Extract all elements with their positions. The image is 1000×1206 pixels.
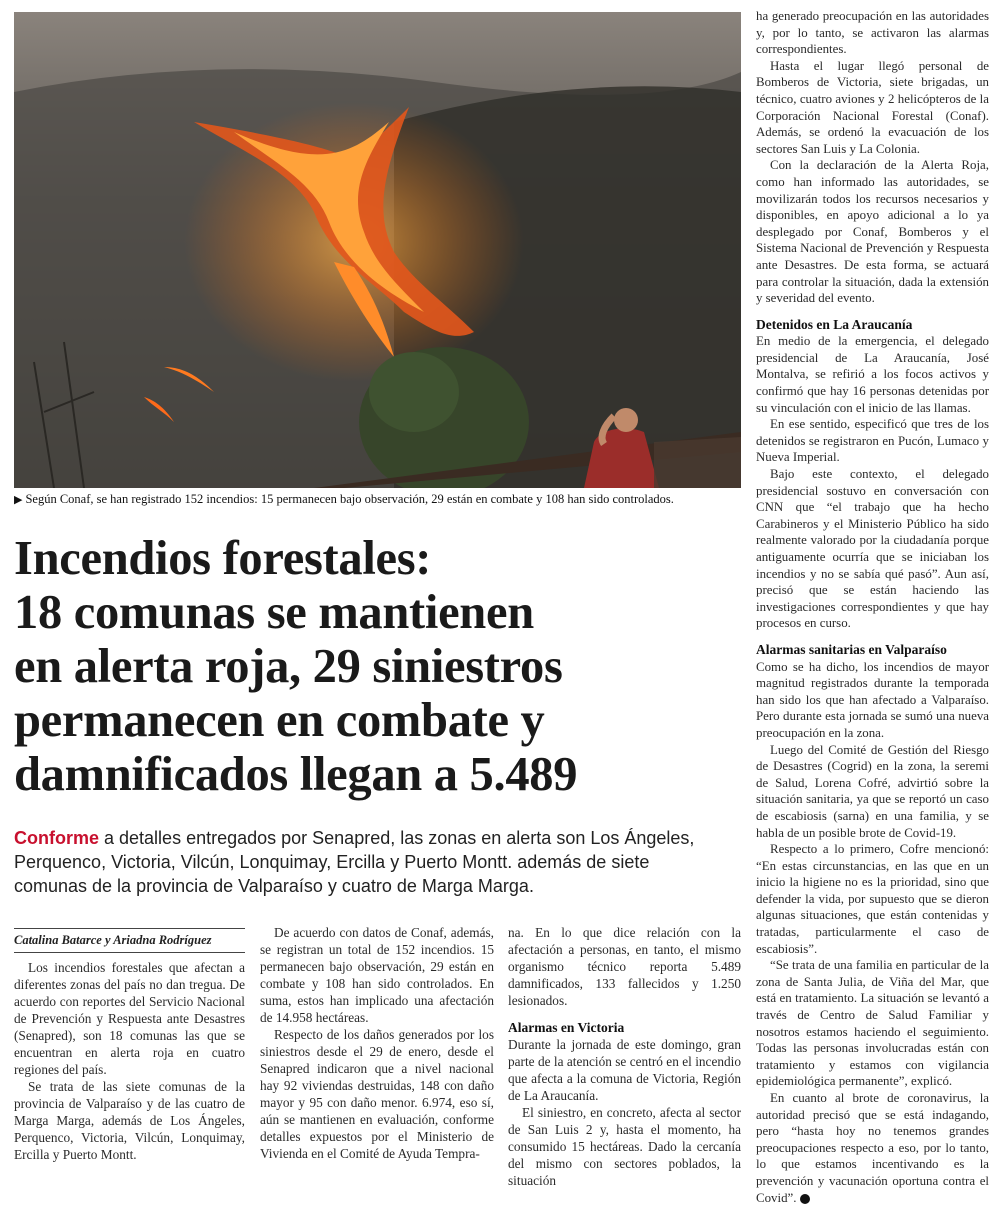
- end-of-article-icon: [800, 1194, 810, 1204]
- photo-caption: [14, 492, 741, 507]
- col4-paragraph-10: “Se trata de una familia en particular de la zona de Santa Julia, de Viña del Mar, que está en tratamiento. La situación se levantó a través de Centro de Salud Familiar y nosotros estamos haciendo el seguimiento. Todas las personas involucradas están con tratamiento y estamos con vigilancia epidemiológica permanente”, explicó.: [756, 958, 989, 1089]
- col4-paragraph-5: En ese sentido, especificó que tres de los detenidos se registraron en Pucón, Lumaco y Nueva Imperial.: [756, 417, 989, 465]
- caption-text: Según Conaf, se han registrado 152 incendios: 15 permanecen bajo observación, 29 están en combate y 108 han sido controlados.: [25, 492, 674, 506]
- headline-line-4: permanecen en combate y: [14, 694, 545, 747]
- col4-paragraph-11-text: En cuanto al brote de coronavirus, la autoridad precisó que se está indagando, pero “hasta hoy no tenemos grandes preocupaciones respecto a eso, por lo tanto, lo que estamos incentivando es la prevención y vacunación oportuna contra el Covid”.: [756, 1091, 989, 1205]
- headline-line-1: Incendios forestales:: [14, 532, 432, 585]
- article-column-4: [756, 8, 989, 1206]
- headline-line-5: damnificados llegan a 5.489: [14, 748, 578, 801]
- lead-text: a detalles entregados por Senapred, las zonas en alerta son Los Ángeles, Perquenco, Victoria, Vilcún, Lonquimay, Ercilla y Puerto Montt. además de siete comunas de la provincia de Valparaíso y cuatro de Marga Marga.: [14, 828, 695, 896]
- article-column-1: [14, 928, 245, 1163]
- col2-paragraph-2: Respecto de los daños generados por los siniestros desde el 29 de enero, desde el Senapred indicaron que a nivel nacional hay 92 viviendas destruidas, 148 con daño mayor y 95 con daño menor. 6.974, eso sí, aún se mantienen en evaluación, conforme detalles expuestos por el Ministerio de Vivienda en el Comité de Ayuda Tempra-: [260, 1027, 494, 1161]
- subhead-alarmas-victoria: Alarmas en Victoria: [508, 1020, 625, 1035]
- article-column-2: [260, 924, 494, 1162]
- subhead-detenidos-araucania: Detenidos en La Araucanía: [756, 316, 913, 332]
- col4-paragraph-6: Bajo este contexto, el delegado presidencial sostuvo en conversación con CNN que “el trabajo que ha hecho Carabineros y el Ministerio Público ha sido realmente valorado por la ciudadanía porque antiguamente ocurría que se iniciaban los incendios y no se sabía qué pasó”. Aun así, precisó que se están haciendo las investigaciones correspondientes y que hay procesos en curso.: [756, 467, 989, 631]
- headline-line-2: 18 comunas se mantienen: [14, 586, 534, 639]
- lead-paragraph: [14, 826, 714, 898]
- subhead-alarmas-valparaiso: Alarmas sanitarias en Valparaíso: [756, 641, 947, 657]
- col4-paragraph-1: ha generado preocupación en las autoridades y, por lo tanto, se activaron las alarmas correspondientes.: [756, 9, 989, 57]
- col3-paragraph-3: El siniestro, en concreto, afecta al sector de San Luis 2 y, hasta el momento, ha consumido 15 hectáreas. Dado la cercanía del mismo con sectores poblados, la situación: [508, 1105, 741, 1188]
- col4-paragraph-2: Hasta el lugar llegó personal de Bomberos de Victoria, siete brigadas, un técnico, cuatro aviones y 2 helicópteros de la Corporación Nacional Forestal (Conaf). Además, se ordenó la evacuación de los sectores San Luis y La Colonia.: [756, 58, 989, 156]
- byline: Catalina Batarce y Ariadna Rodríguez: [14, 928, 245, 953]
- caption-triangle-icon: ▶: [14, 494, 23, 506]
- wildfire-illustration: [14, 12, 741, 488]
- col3-paragraph-2: Durante la jornada de este domingo, gran parte de la atención se centró en el incendio que afecta a la comuna de Victoria, Región de La Araucanía.: [508, 1037, 741, 1103]
- article-column-3: [508, 924, 741, 1189]
- wildfire-photo: [14, 12, 741, 488]
- col4-paragraph-8: Luego del Comité de Gestión del Riesgo de Desastres (Cogrid) en la zona, la seremi de Salud, Lorena Cofré, advirtió sobre la situación sanitaria, ya que se reportó un caso de escabiosis (sarna) en una familia, y se habla de un posible brote de Covid-19.: [756, 742, 989, 840]
- col4-paragraph-9: Respecto a lo primero, Cofre mencionó: “En estas circunstancias, en las que en un inicio la higiene no es la prioridad, sino que defender la vida, por supuesto que se dieron algunas situaciones, que están contenidas y tratadas, particularmente el caso de escabiosis”.: [756, 842, 989, 956]
- col4-paragraph-7: Como se ha dicho, los incendios de mayor magnitud registrados durante la temporada han sido los que han afectado a Valparaíso. Pero durante esta jornada se sumó una nueva preocupación en la zona.: [756, 659, 989, 740]
- col4-paragraph-11: [756, 1090, 989, 1206]
- col1-paragraph-2: Se trata de las siete comunas de la provincia de Valparaíso y de las cuatro de Marga Marga, además de Los Ángeles, Perquenco, Victoria, Vilcún, Lonquimay, Ercilla y Puerto Montt.: [14, 1079, 245, 1162]
- col4-paragraph-4: En medio de la emergencia, el delegado presidencial de La Araucanía, José Montalva, se refirió a los focos activos y confirmó que hay 16 personas detenidas por su vinculación con el inicio de las llamas.: [756, 334, 989, 415]
- lead-keyword: Conforme: [14, 828, 99, 848]
- headline: [14, 532, 714, 802]
- headline-line-3: en alerta roja, 29 siniestros: [14, 640, 563, 693]
- col4-paragraph-3: Con la declaración de la Alerta Roja, como han informado las autoridades, se movilizarán todos los recursos necesarios y disponibles, en apoyo adicional a lo ya desplegado por Conaf, Bomberos y el Sistema Nacional de Prevención y Respuesta ante Desastres. De esta forma, se actuará para controlar la situación, dada la extensión y severidad del evento.: [756, 158, 989, 306]
- col3-paragraph-1: na. En lo que dice relación con la afectación a personas, en tanto, el mismo organismo técnico reporta 5.489 damnificados, 133 fallecidos y 1.250 lesionados.: [508, 925, 741, 1008]
- col2-paragraph-1: De acuerdo con datos de Conaf, además, se registran un total de 152 incendios. 15 permanecen bajo observación, 29 están en combate y 108 han sido controlados. En suma, estos han implicado una afectación de 14.958 hectáreas.: [260, 925, 494, 1025]
- col1-paragraph-1: Los incendios forestales que afectan a diferentes zonas del país no dan tregua. De acuerdo con reportes del Servicio Nacional de Prevención y Respuesta ante Desastres (Senapred), son 18 comunas las que se encuentran en alerta roja en cuatro regiones del país.: [14, 960, 245, 1077]
